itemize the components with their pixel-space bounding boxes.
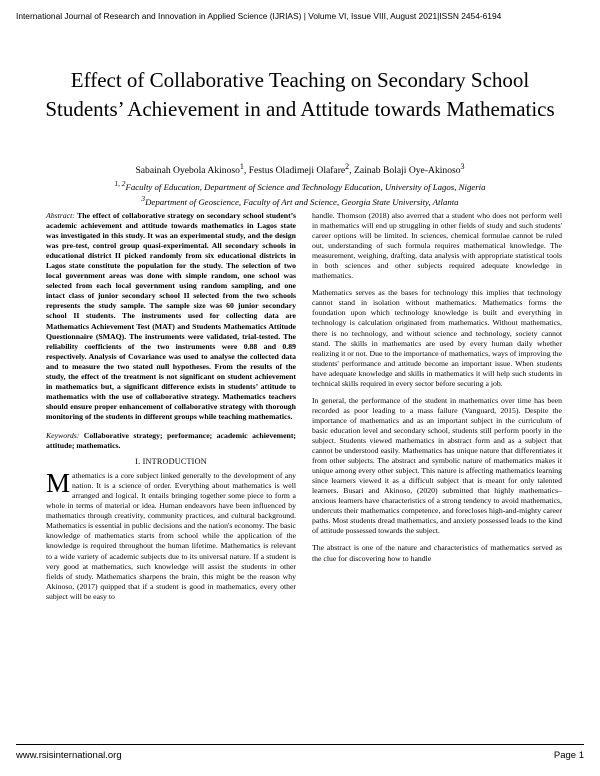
author-name: Sabainah Oyebola Akinoso <box>135 165 240 177</box>
footer-page-number: Page 1 <box>553 750 584 761</box>
author-affiliation-mark: 1 <box>239 162 244 171</box>
body-paragraph: handle. Thomson (2018) also averred that a student who does not perform well in mathematics will end up struggling in other fields of study and such students' career options will be limited. In sciences, chemical formulae cannot be ruled out, understanding of such formula requires mathematical knowledge. The measurement, weighing, drafting, data analysis with appropriate statistical tools in both sciences and other subjects required adequate knowledge in mathematics. <box>312 211 562 281</box>
footer-website: www.rsisinternational.org <box>16 750 122 761</box>
affiliation-text: Faculty of Education, Department of Science and Technology Education, University of Lagos, Nigeria <box>125 181 486 192</box>
drop-cap: M <box>46 468 71 499</box>
affiliation-mark: 3 <box>141 194 146 204</box>
introduction-paragraph <box>46 468 296 602</box>
author-affiliation-mark: 3 <box>460 162 465 171</box>
author-affiliation-mark: 2 <box>345 162 350 171</box>
abstract-text: The effect of collaborative strategy on secondary school student’s academic achievement and attitude towards mathematics in Lagos state was investigated in this study. It was an experimental study, and the design was pre-test, control group quasi-experimental. All secondary schools in educational district II picked randomly from six educational districts in Lagos state constitute the population for the study. The selection of two local government areas was done with simple random, one school was selected from each local government using random sampling, and one intact class of junior secondary school II selected from the two schools represents the study sample. The sample size was 60 junior secondary school II students. The instruments used for collecting data are Mathematics Achievement Test (MAT) and Students Mathematics Attitude Questionnaire (SMAQ). The instruments were validated, trial-tested. The reliability coefficients of the two instruments were 0.88 and 0.89 respectively. Analysis of Covariance was used to analyse the collected data and to measure the two stated null hypotheses. From the results of the study, the effect of the treatment is not significant on student achievement in mathematics but, a significant difference exists in students’ attitude to mathematics with the use of collaborative strategy. Mathematics teachers should ensure proper enhancement of collaborative strategy with thorough monitoring of the students in different groups while teaching mathematics. <box>46 211 296 421</box>
left-column <box>46 211 296 602</box>
keywords <box>46 431 296 451</box>
keywords-text: Collaborative strategy; performance; academic achievement; attitude; mathematics. <box>46 430 297 451</box>
body-paragraph: Mathematics serves as the bases for technology this implies that technology cannot stand in isolation without mathematics. Mathematics forms the foundation upon which technology knowledge is built and everything in technology is calculation originated from mathematics. Without mathematics, there is no technology, and without science and technology, society cannot stand. The skills in mathematics are used by every human daily whether realizing it or not. Due to the importance of mathematics, ways of improving the students' performance and attitude become an important issue. When students have adequate knowledge and skills in mathematics it will help such students in technical skills required in every sector before securing a job. <box>312 288 562 388</box>
affiliation-text: Department of Geoscience, Faculty of Art and Science, Georgia State University, Atlanta <box>145 197 459 208</box>
affiliation-line <box>40 193 560 208</box>
keywords-label: Keywords: <box>46 430 80 440</box>
body-paragraph: The abstract is one of the nature and characteristics of mathematics served as the clue for discovering how to handle <box>312 543 562 563</box>
affiliation-mark: 1, 2 <box>114 179 126 188</box>
author-name: Festus Oladimeji Olafare <box>248 165 346 177</box>
body-paragraph: In general, the performance of the student in mathematics over time has been recorded as poor leading to a mass failure (Vanguard, 2015). Despite the importance of mathematics and as an important subject in the curriculum of basic education level and secondary school, students still perform poorly in the subject. Students viewed mathematics in abstract form and as a subject that cannot be understood easily. Mathematics has unique nature that differentiates it from other subjects. The abstract and symbolic nature of mathematics makes it unique among every other subject. This nature is affecting mathematics learning since learners viewed it as a difficult subject that is meant for only talented learners. Busari and Akinoso, (2020) submitted that highly mathematics–anxious learners have characteristics of a strong tendency to avoid mathematics, undercuts their mathematics competence, and forecloses high-and-mighty career paths. Most students dread mathematics, and anxiety possessed leads to the kind of attitude possessed towards the subject. <box>312 395 562 536</box>
running-header: International Journal of Research and Innovation in Applied Science (IJRIAS) | Volume VI, Issue VIII, August 2021|ISSN 2454-6194 <box>16 11 502 21</box>
paper-title: Effect of Collaborative Teaching on Secondary School Students’ Achievement in and Attitude towards Mathematics <box>45 68 555 121</box>
affiliations <box>40 178 560 209</box>
footer-divider <box>16 744 584 745</box>
abstract <box>46 211 296 422</box>
author-name: Zainab Bolaji Oye-Akinoso <box>353 165 461 177</box>
introduction-text: athematics is a core subject linked generally to the development of any nation. It is a science of order. Everything about mathematics is well arranged and logical. It entails bringing together some piece to form a whole in terms of material or idea. Human endeavors have been influenced by mathematics through creativity, community practices, and cultural background. Mathematics is essential in public decisions and the nation's economy. The basic knowledge of mathematics starts from school while the application of the knowledge is required throughout the human lifetime. Mathematics is relevant to a wide variety of academic subjects due to its universal nature. If a student is very good at mathematics, such knowledge will assist the students in other fields of study. Mathematics sharpens the brain, this might be the reason why Akinoso, (2017) quipped that if a student is good in mathematics, every other subject will be easy to <box>46 471 296 601</box>
right-column <box>312 211 562 571</box>
affiliation-line <box>40 178 560 193</box>
abstract-label: Abstract: <box>46 211 75 220</box>
section-heading-introduction: I. INTRODUCTION <box>135 457 207 467</box>
author-list: Sabainah Oyebola Akinoso$^1$, Festus Oladimeji Olafare$^2$, Zainab Bolaji Oye-Akinoso$^3$ <box>135 162 465 177</box>
